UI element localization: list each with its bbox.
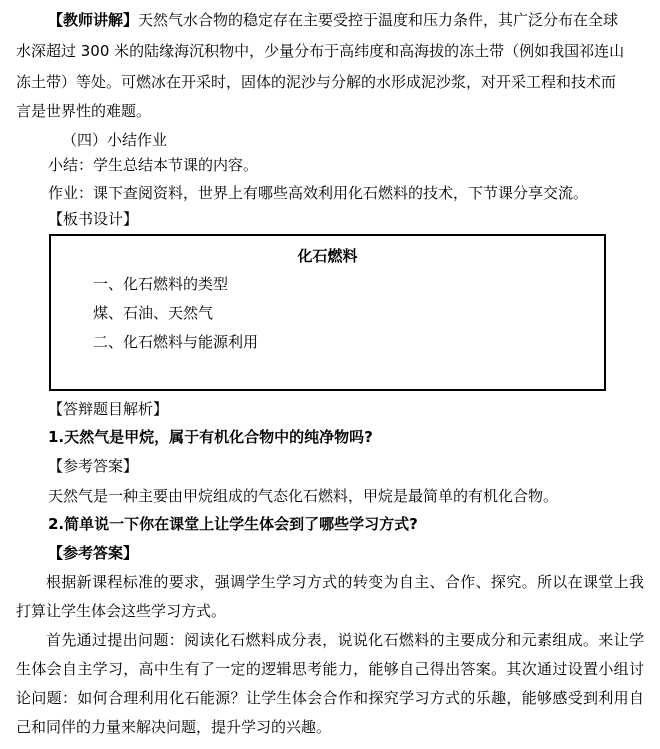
board-item: 二、化石燃料与能源利用 (93, 333, 259, 351)
question-2: 2.简单说一下你在课堂上让学生体会到了哪些学习方式? (48, 515, 418, 533)
question-1: 1.天然气是甲烷，属于有机化合物中的纯净物吗? (48, 428, 373, 446)
teacher-explain-line-3: 冻土带）等处。可燃冰在开采时，固体的泥沙与分解的水形成泥沙浆，对开采工程和技术而 (16, 73, 617, 91)
answer-2-paragraph-2: 首先通过提出问题：阅读化石燃料成分表，说说化石燃料的主要成分和元素组成。来让学生体会自主学习，高中生有了一定的逻辑思考能力，能够自己得出答案。其次通过设置小组讨论问题：如何合理利用化石能源？让学生体会合作和探究学习方式的乐趣，能够感受到利用自己和同伴的力量来解决问题，提升学习的兴趣。 (16, 631, 644, 736)
board-title: 化石燃料 (297, 247, 358, 265)
summary-line: 小结：学生总结本节课的内容。 (48, 156, 259, 174)
board-item: 煤、石油、天然气 (93, 304, 214, 322)
board-design-heading: 【板书设计】 (48, 210, 139, 228)
answer-1-label: 【参考答案】 (48, 457, 139, 475)
teacher-explain-line-2: 水深超过 300 米的陆缘海沉积物中，少量分布于高纬度和高海拔的冻土带（例如我国祁连山 (16, 42, 625, 60)
teacher-explain-tag: 【教师讲解】 (48, 11, 139, 29)
qa-heading: 【答辩题目解析】 (48, 400, 169, 418)
answer-1: 天然气是一种主要由甲烷组成的气态化石燃料，甲烷是最简单的有机化合物。 (48, 487, 559, 505)
teacher-explain-text-1: 天然气水合物的稳定存在主要受控于温度和压力条件，其广泛分布在全球 (138, 11, 619, 29)
teacher-explain-line-1 (48, 10, 618, 30)
answer-2-paragraph-1: 根据新课程标准的要求，强调学生学习方式的转变为自主、合作、探究。所以在课堂上我打算让学生体会这些学习方式。 (16, 573, 644, 620)
board-item: 一、化石燃料的类型 (93, 275, 229, 293)
board-design-box (49, 234, 606, 391)
homework-line: 作业：课下查阅资料，世界上有哪些高效利用化石燃料的技术，下节课分享交流。 (48, 184, 589, 202)
answer-2-label: 【参考答案】 (48, 544, 139, 562)
teacher-explain-line-4: 言是世界性的难题。 (16, 102, 152, 120)
summary-heading: （四）小结作业 (62, 131, 168, 149)
